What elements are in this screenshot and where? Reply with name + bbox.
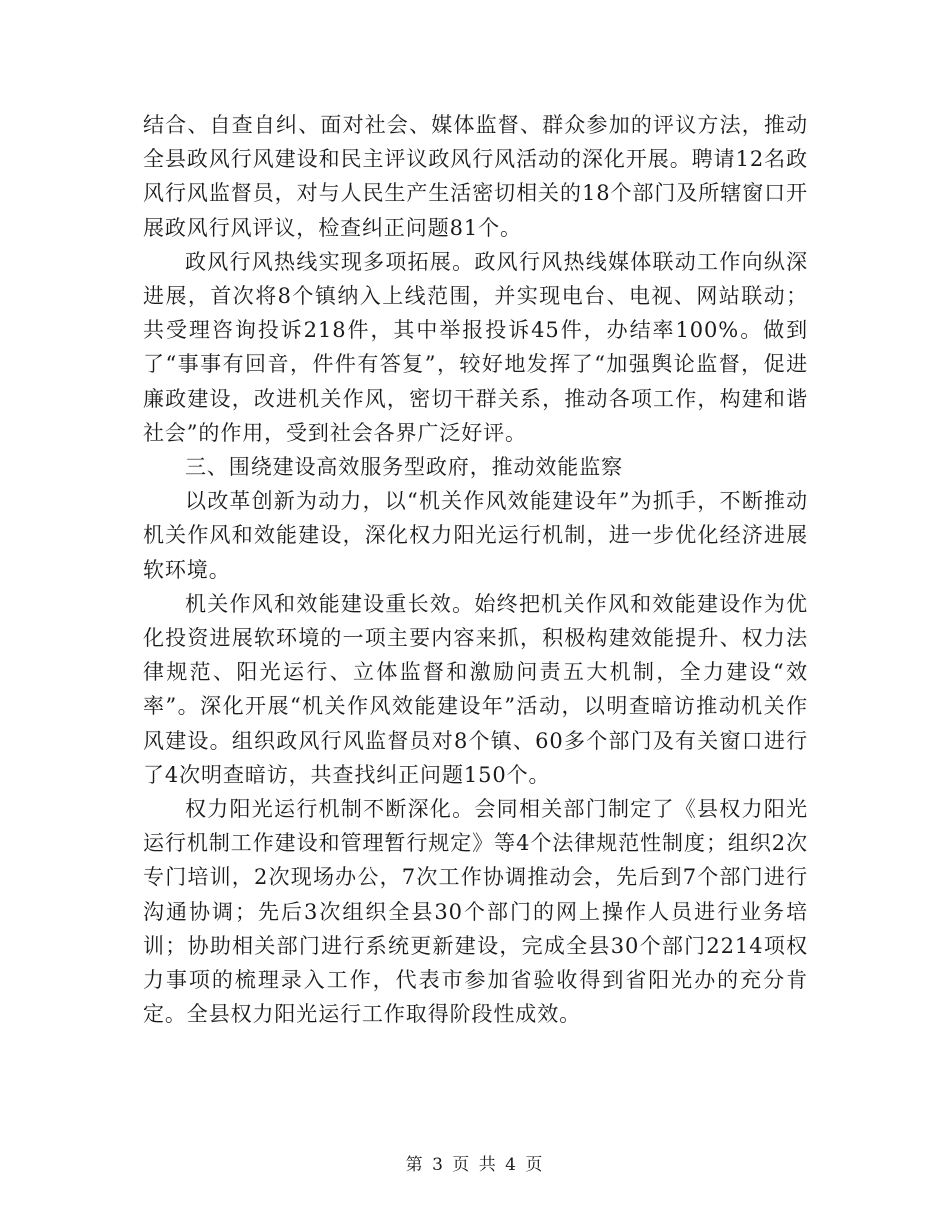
page-footer: 第 3 页 共 4 页 (405, 1155, 545, 1175)
paragraph-efficiency: 机关作风和效能建设重长效。始终把机关作风和效能建设作为优化投资进展软环境的一项主要内容来抓，积极构建效能提升、权力法律规范、阳光运行、立体监督和激励问责五大机制，全力建设“效率”。深化开展“机关作风效能建设年”活动，以明查暗访推动机关作风建设。组织政风行风监督员对8个镇、60多个部门及有关窗口进行了4次明查暗访，共查找纠正问题150个。 (143, 591, 808, 787)
section-heading: 三、围绕建设高效服务型政府，推动效能监察 (185, 455, 623, 480)
document-body (143, 108, 808, 1031)
paragraph-continued: 结合、自查自纠、面对社会、媒体监督、群众参加的评议方法，推动全县政风行风建设和民主评议政风行风活动的深化开展。聘请12名政风行风监督员，对与人民生产生活密切相关的18个部门及所辖窗口开展政风行风评议，检查纠正问题81个。 (143, 113, 808, 240)
paragraph-sunshine: 权力阳光运行机制不断深化。会同相关部门制定了《县权力阳光运行机制工作建设和管理暂行规定》等4个法律规范性制度；组织2次专门培训，2次现场办公，7次工作协调推动会，先后到7个部门进行沟通协调；先后3次组织全县30个部门的网上操作人员进行业务培训；协助相关部门进行系统更新建设，完成全县30个部门2214项权力事项的梳理录入工作，代表市参加省验收得到省阳光办的充分肯定。全县权力阳光运行工作取得阶段性成效。 (143, 797, 808, 1027)
paragraph-intro: 以改革创新为动力，以“机关作风效能建设年”为抓手，不断推动机关作风和效能建设，深化权力阳光运行机制，进一步优化经济进展软环境。 (143, 489, 808, 582)
paragraph-hotline: 政风行风热线实现多项拓展。政风行风热线媒体联动工作向纵深进展，首次将8个镇纳入上线范围，并实现电台、电视、网站联动；共受理咨询投诉218件，其中举报投诉45件，办结率100%。做到了“事事有回音，件件有答复”，较好地发挥了“加强舆论监督，促进廉政建设，改进机关作风，密切干群关系，推动各项工作，构建和谐社会”的作用，受到社会各界广泛好评。 (143, 249, 808, 445)
